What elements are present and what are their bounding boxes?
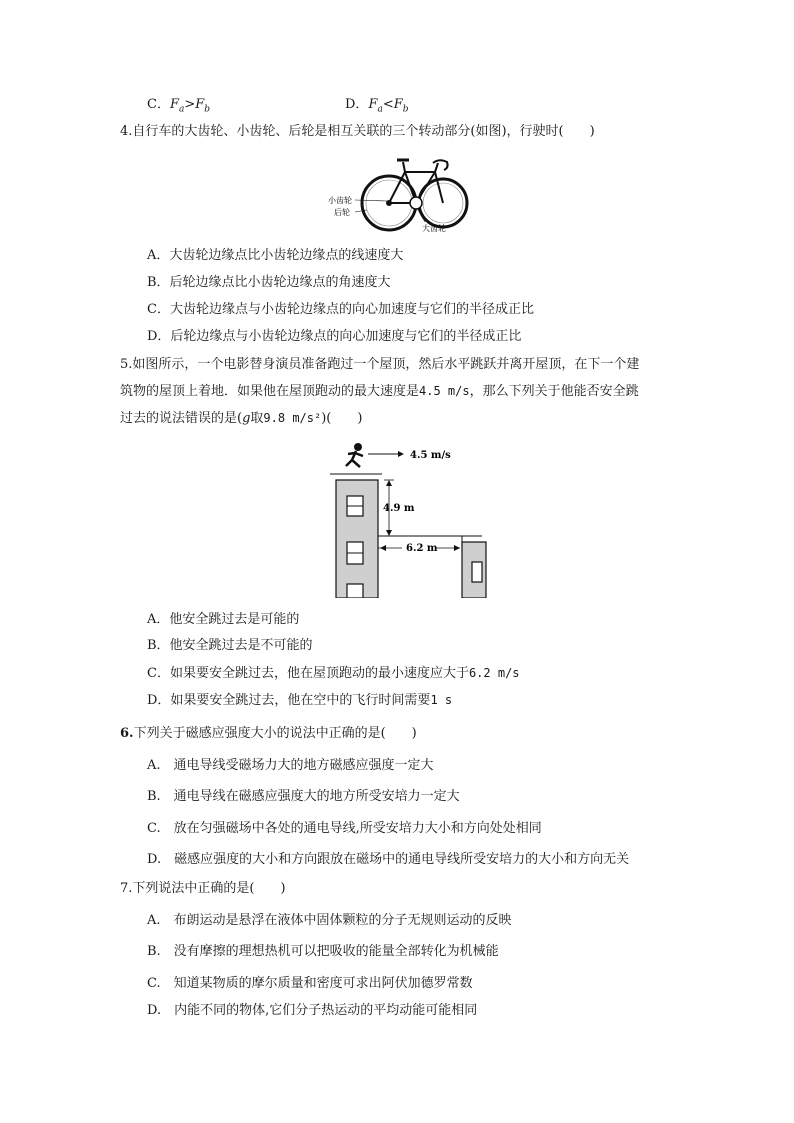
text: 筑物的屋顶上着地．如果他在屋顶跑动的最大速度是 [120, 384, 420, 399]
question-number: 6. [120, 726, 134, 741]
q5-stem-line1: 5.如图所示，一个电影替身演员准备跑过一个屋顶，然后水平跳跃并离开屋顶，在下一个建 [120, 357, 640, 372]
q7-option-a: A. 布朗运动是悬浮在液体中固体颗粒的分子无规则运动的反映 [147, 913, 512, 928]
force-symbol: F [393, 97, 403, 112]
q5-option-c [147, 664, 520, 683]
text: ，那么下列关于他能否安全跳 [469, 384, 639, 399]
q6-stem [120, 725, 417, 743]
label-big-gear: 大齿轮 [422, 224, 446, 233]
q6-option-b: B. 通电导线在磁感应强度大的地方所受安培力一定大 [147, 789, 460, 804]
q3-option-d [345, 96, 409, 119]
q7-option-b: B. 没有摩擦的理想热机可以把吸收的能量全部转化为机械能 [147, 944, 499, 959]
subscript: b [204, 104, 211, 115]
q6-option-c: C. 放在匀强磁场中各处的通电导线,所受安培力大小和方向处处相同 [147, 821, 542, 836]
q5-option-a: A．他安全跳过去是可能的 [147, 612, 300, 627]
q5-stem-line3 [120, 409, 362, 428]
q4-option-d: D．后轮边缘点与小齿轮边缘点的向心加速度与它们的半径成正比 [147, 329, 522, 344]
gravity-value: 9.8 m/s² [263, 411, 322, 425]
q4-stem: 4.自行车的大齿轮、小齿轮、后轮是相互关联的三个转动部分(如图)，行驶时( ) [120, 124, 595, 139]
time-value: 1 s [430, 693, 453, 707]
subscript: a [377, 104, 383, 115]
q4-option-a: A．大齿轮边缘点比小齿轮边缘点的线速度大 [147, 248, 404, 263]
subscript: b [402, 104, 409, 115]
text: )( ) [321, 411, 363, 426]
text: 下列关于磁感应强度大小的说法中正确的是( ) [133, 726, 417, 741]
speed-value: 6.2 m/s [468, 666, 520, 680]
bicycle-figure [325, 148, 470, 236]
q7-option-c: C. 知道某物质的摩尔质量和密度可求出阿伏加德罗常数 [147, 976, 473, 991]
stuntman-icon [346, 444, 363, 468]
subscript: a [178, 104, 185, 115]
height-label: 4.9 m [383, 503, 415, 514]
comparison-operator: > [184, 97, 196, 112]
rooftop-jump-figure [322, 440, 492, 598]
big-gear [410, 197, 422, 209]
gap-label: 6.2 m [406, 543, 438, 554]
q4-option-c: C．大齿轮边缘点与小齿轮边缘点的向心加速度与它们的半径成正比 [147, 302, 534, 317]
text: C．如果要安全跳过去，他在屋顶跑动的最小速度应大于 [147, 666, 469, 681]
text: 过去的说法错误的是( [120, 411, 243, 426]
speed-label: 4.5 m/s [410, 450, 451, 461]
q5-option-b: B．他安全跳过去是不可能的 [147, 638, 313, 653]
text: D．如果要安全跳过去，他在空中的飞行时间需要 [147, 693, 431, 708]
label-rear-wheel: 后轮 [334, 208, 350, 217]
q7-stem: 7.下列说法中正确的是( ) [120, 881, 286, 896]
force-symbol: F [195, 97, 205, 112]
gravity-symbol: g [242, 411, 251, 426]
q6-option-d: D. 磁感应强度的大小和方向跟放在磁场中的通电导线所受安培力的大小和方向无关 [147, 852, 630, 867]
q6-option-a: A. 通电导线受磁场力大的地方磁感应强度一定大 [147, 758, 434, 773]
option-label: C． [147, 97, 170, 112]
option-label: D． [345, 97, 369, 112]
label-small-gear: 小齿轮 [328, 196, 352, 205]
q5-option-d [147, 691, 452, 710]
force-symbol: F [169, 97, 179, 112]
q7-option-d: D. 内能不同的物体,它们分子热运动的平均动能可能相同 [147, 1003, 478, 1018]
q4-option-b: B．后轮边缘点比小齿轮边缘点的角速度大 [147, 275, 391, 290]
force-symbol: F [368, 97, 378, 112]
comparison-operator: < [382, 97, 394, 112]
q3-option-c [147, 96, 210, 119]
speed-value: 4.5 m/s [419, 384, 470, 398]
text: 取 [250, 411, 264, 426]
q5-stem-line2 [120, 382, 639, 401]
